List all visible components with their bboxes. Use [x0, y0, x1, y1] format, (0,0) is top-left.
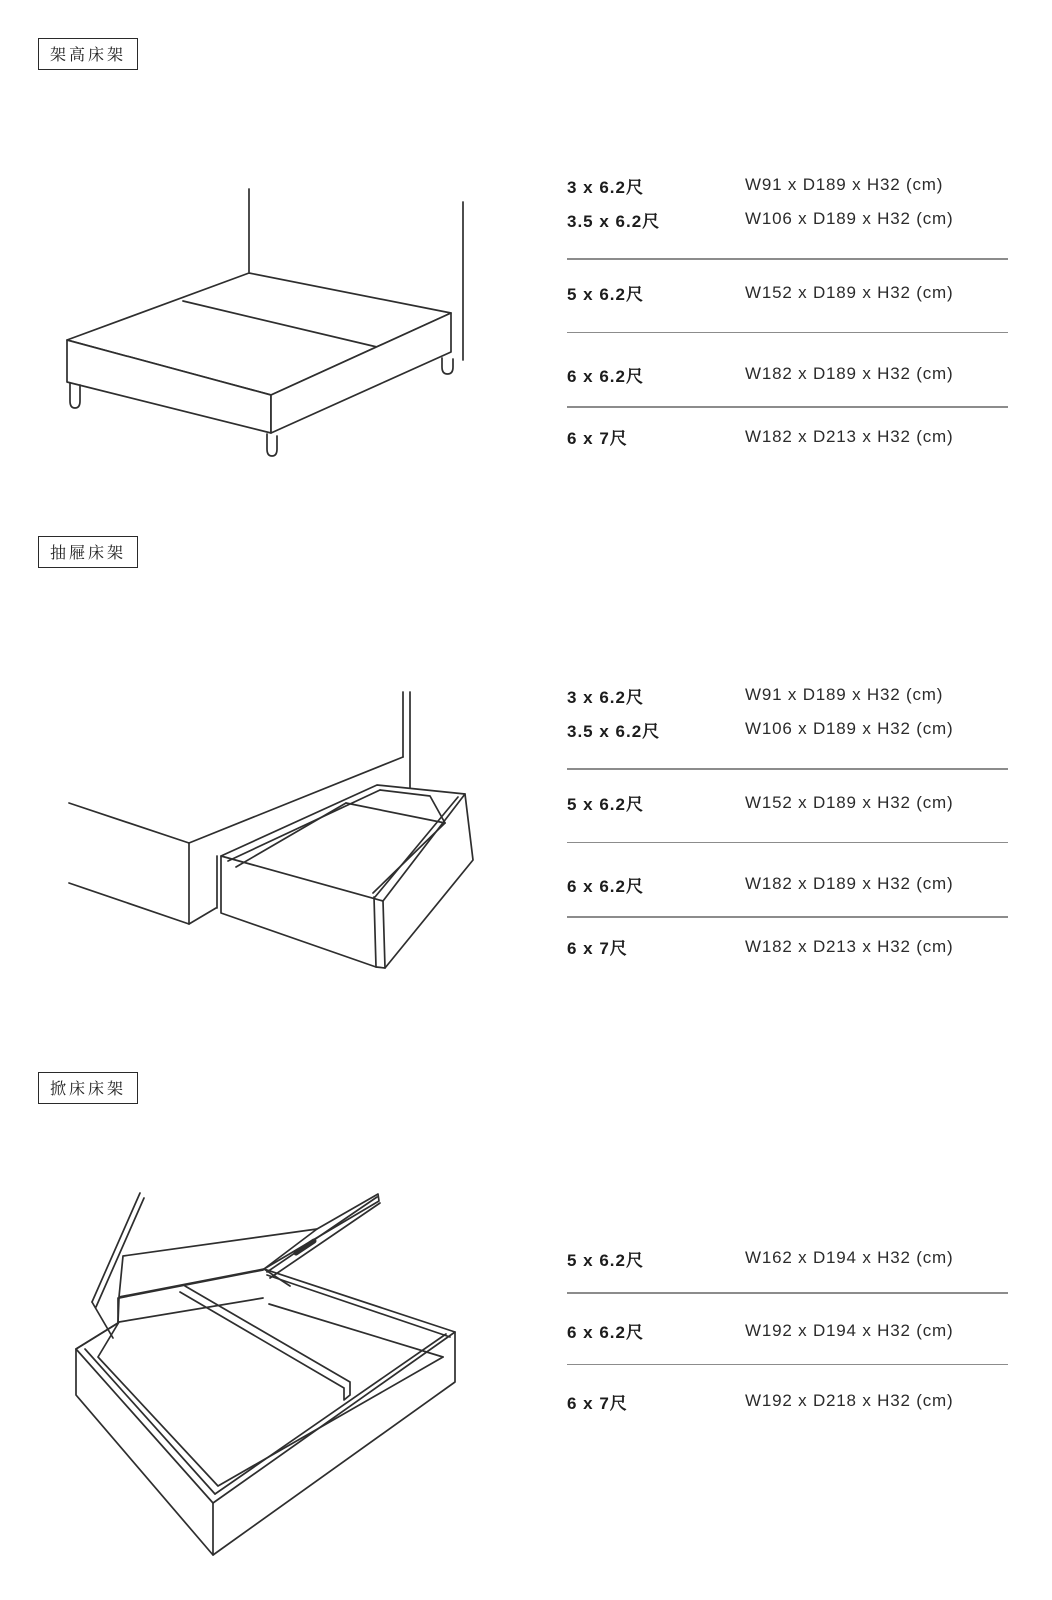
liftup-bed-illustration	[30, 1150, 530, 1570]
section-label-liftup-bed: 掀床床架	[38, 1072, 138, 1104]
lid-far-edge	[264, 1194, 379, 1269]
dimensions-value: W182 x D213 x H32 (cm)	[745, 936, 954, 956]
table-row	[567, 276, 1008, 310]
size-label: 6 x 6.2尺	[567, 1323, 644, 1342]
hinge-right	[264, 1269, 290, 1286]
headboard-post	[403, 692, 410, 792]
box-inner-rim-left	[85, 1349, 215, 1494]
raised-bed-illustration	[50, 145, 490, 465]
box-inner-rim-back	[267, 1275, 450, 1337]
bed-side-top-edge	[69, 803, 189, 843]
dimensions-value: W91 x D189 x H32 (cm)	[745, 685, 944, 704]
table-row	[567, 930, 1008, 964]
box-right-face	[213, 1332, 455, 1555]
size-label: 6 x 6.2尺	[567, 366, 644, 386]
size-label: 5 x 6.2尺	[567, 795, 644, 814]
box-left-face	[76, 1349, 213, 1555]
table-row	[567, 420, 1008, 454]
size-label: 3.5 x 6.2尺	[567, 721, 661, 741]
table-row	[567, 357, 1008, 391]
size-label: 6 x 6.2尺	[567, 876, 644, 896]
size-label: 5 x 6.2尺	[567, 1250, 644, 1270]
size-label: 6 x 7尺	[567, 429, 628, 448]
size-label: 5 x 6.2尺	[567, 285, 644, 304]
table-row	[567, 168, 1008, 202]
size-table-liftup-bed	[567, 1241, 1008, 1418]
divider	[567, 258, 1008, 260]
dimensions-value: W91 x D189 x H32 (cm)	[745, 175, 944, 194]
dimensions-value: W152 x D189 x H32 (cm)	[745, 282, 954, 302]
size-table-raised-bed	[567, 168, 1008, 454]
dimensions-value: W192 x D194 x H32 (cm)	[745, 1320, 954, 1340]
lid-panel	[119, 1229, 317, 1297]
table-row	[567, 1241, 1008, 1275]
box-rightwall-base	[269, 1304, 443, 1357]
divider	[567, 916, 1008, 918]
table-row	[567, 867, 1008, 901]
dimensions-value: W182 x D189 x H32 (cm)	[745, 364, 954, 383]
bed-leg-right	[442, 358, 453, 374]
size-label: 3 x 6.2尺	[567, 177, 644, 197]
box-outer-rim	[76, 1269, 455, 1503]
divider	[567, 768, 1008, 770]
drawer-body	[221, 785, 473, 968]
divider	[567, 406, 1008, 408]
dimensions-value: W182 x D213 x H32 (cm)	[745, 426, 954, 446]
divider	[567, 842, 1008, 844]
section-label-drawer-bed: 抽屜床架	[38, 536, 138, 568]
dimensions-value: W162 x D194 x H32 (cm)	[745, 1248, 954, 1267]
table-row	[567, 786, 1008, 820]
bed-leg-front	[267, 434, 277, 456]
bed-side-bottom-edge	[69, 883, 189, 924]
box-divider	[180, 1286, 350, 1400]
table-row	[567, 1314, 1008, 1348]
table-row	[567, 678, 1008, 712]
table-row	[567, 1384, 1008, 1418]
size-table-drawer-bed	[567, 678, 1008, 964]
size-label: 3 x 6.2尺	[567, 687, 644, 707]
bed-leg-left	[70, 383, 80, 408]
bed-bottom-sliver	[189, 908, 216, 924]
dimensions-value: W106 x D189 x H32 (cm)	[745, 209, 954, 228]
dimensions-value: W152 x D189 x H32 (cm)	[745, 792, 954, 812]
divider	[567, 1292, 1008, 1294]
divider	[567, 1364, 1008, 1366]
table-row	[567, 712, 1008, 746]
size-label: 3.5 x 6.2尺	[567, 211, 661, 231]
size-label: 6 x 7尺	[567, 1393, 628, 1413]
size-label: 6 x 7尺	[567, 939, 628, 958]
dimensions-value: W192 x D218 x H32 (cm)	[745, 1391, 954, 1410]
section-label-raised-bed: 架高床架	[38, 38, 138, 70]
dimensions-value: W106 x D189 x H32 (cm)	[745, 719, 954, 738]
drawer-bed-illustration	[30, 650, 530, 990]
table-row	[567, 202, 1008, 236]
dimensions-value: W182 x D189 x H32 (cm)	[745, 874, 954, 893]
divider	[567, 332, 1008, 334]
